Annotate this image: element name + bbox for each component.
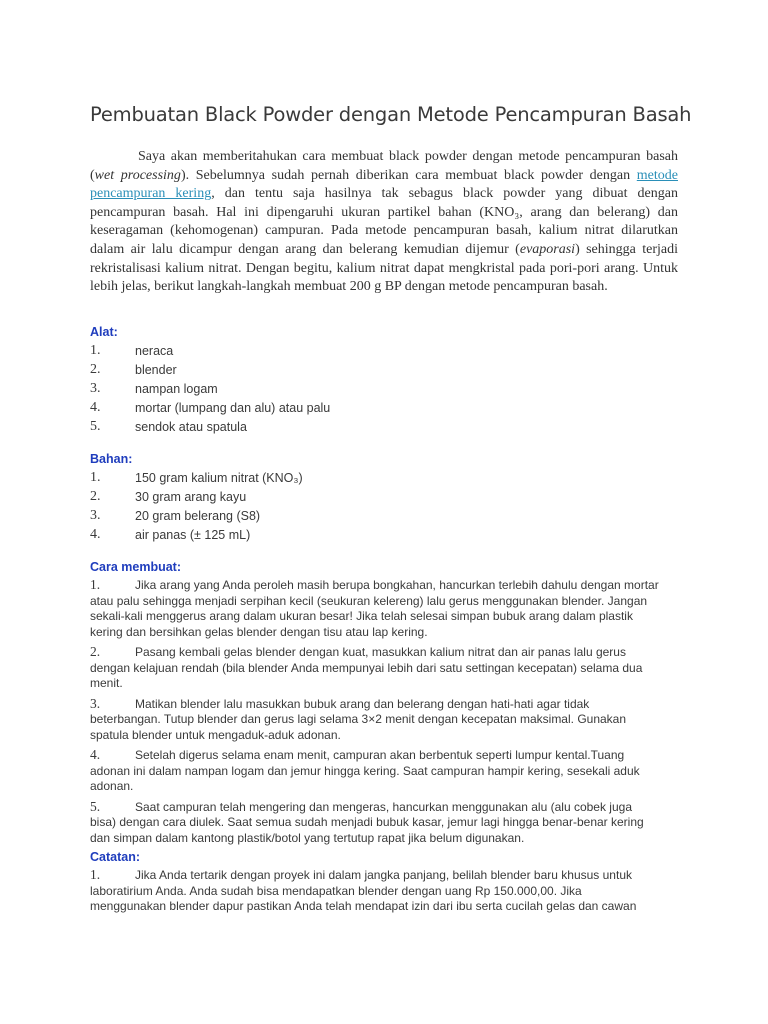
step-item: 2. Pasang kembali gelas blender dengan kuat, masukkan kalium nitrat dan air panas lalu gerus dengan kelajuan rendah (bila blender Anda mempunyai lebih dari satu settingan kecepatan) selama dua menit. xyxy=(90,644,643,690)
intro-italic-evap: evaporasi xyxy=(519,241,576,257)
intro-text-1: Saya akan memberitahukan cara membuat black powder dengan metode pencampuran basah ( xyxy=(90,149,678,183)
alat-list xyxy=(90,343,690,438)
list-item: 2. blender xyxy=(90,362,177,377)
intro-text-2: ). Sebelumnya sudah pernah diberikan cara membuat black powder dengan xyxy=(180,167,637,183)
intro-italic-wet: wet processing xyxy=(94,167,181,183)
page-title: Pembuatan Black Powder dengan Metode Pencampuran Basah xyxy=(90,103,692,126)
dry-method-link[interactable]: metode pencampuran kering xyxy=(90,167,678,202)
list-item: 1. neraca xyxy=(90,343,174,358)
step-item: 3. Matikan blender lalu masukkan bubuk arang dan belerang dengan hati-hati agar tidak beterbangan. Tutup blender dan gerus lagi selama 3×2 menit dengan kecepatan maksimal. Gunakan spatula blender untuk mengaduk-aduk adonan. xyxy=(90,695,627,742)
cara-heading: Cara membuat: xyxy=(90,560,181,574)
step-item: 5. Saat campuran telah mengering dan mengeras, hancurkan menggunakan alu (alu cobek juga bisa) dengan cara diulek. Saat semua sudah menjadi bubuk kasar, jemur lagi hingga benar-benar kering dan simpan dalam kantong plastik/botol yang tertutup rapat jika belum digunakan. xyxy=(90,798,644,845)
bahan-heading: Bahan: xyxy=(90,452,133,466)
cara-steps-list xyxy=(90,577,660,850)
list-item: 5. sendok atau spatula xyxy=(90,419,247,434)
list-item: 1. 150 gram kalium nitrat (KNO₃) xyxy=(90,470,303,485)
step-item: 4. Setelah digerus selama enam menit, campuran akan berbentuk seperti lumpur kental.Tuang adonan ini dalam nampan logam dan jemur hingga kering. Saat campuran hampir kering, sesekali aduk adonan. xyxy=(90,747,640,793)
bahan-list xyxy=(90,470,690,546)
catatan-list xyxy=(90,867,660,919)
catatan-heading: Catatan: xyxy=(90,850,141,864)
list-item: 4. air panas (± 125 mL) xyxy=(90,527,251,542)
intro-paragraph xyxy=(90,148,678,297)
list-item: 4. mortar (lumpang dan alu) atau palu xyxy=(90,400,331,415)
list-item: 3. 20 gram belerang (S8) xyxy=(90,508,261,523)
list-item: 3. nampan logam xyxy=(90,381,218,396)
intro-text-4: ) sehingga terjadi rekristalisasi kalium nitrat. Dengan begitu, kalium nitrat dapat mengkristal pada pori-pori arang. Untuk lebih jelas, berikut langkah-langkah membuat 200 g BP dengan metode pencampuran basah. xyxy=(90,241,678,295)
intro-text-3: , dan tentu saja hasilnya tak sebagus black powder yang dibuat dengan pencampuran basah. Hal ini dipengaruhi ukuran partikel bahan (KNO₃, arang dan belerang) dan keseragaman (kehomogenan) campuran. Pada metode pencampuran basah, kalium nitrat dilarutkan dalam air lalu dicampur dengan arang dan belerang kemudian dijemur ( xyxy=(90,186,678,257)
alat-heading: Alat: xyxy=(90,325,118,339)
list-item: 2. 30 gram arang kayu xyxy=(90,489,247,504)
note-item: 1. Jika Anda tertarik dengan proyek ini dalam jangka panjang, belilah blender baru khusus untuk laboratirium Anda. Anda sudah bisa mendapatkan blender dengan uang Rp 150.000,00. Jika menggunakan blender dapur pastikan Anda telah mendapat izin dari ibu serta cucilah gelas dan cawan xyxy=(90,867,637,913)
step-item: 1. Jika arang yang Anda peroleh masih berupa bongkahan, hancurkan terlebih dahulu dengan mortar atau palu sehingga menjadi serpihan kecil (seukuran kelereng) lalu gerus menggunakan blender. Jangan sekali-kali menggerus arang dalam ukuran besar! Jika telah selesai simpan bubuk arang dalam plastik kering dan bersihkan gelas blender dengan tisu atau lap kering. xyxy=(90,577,659,639)
